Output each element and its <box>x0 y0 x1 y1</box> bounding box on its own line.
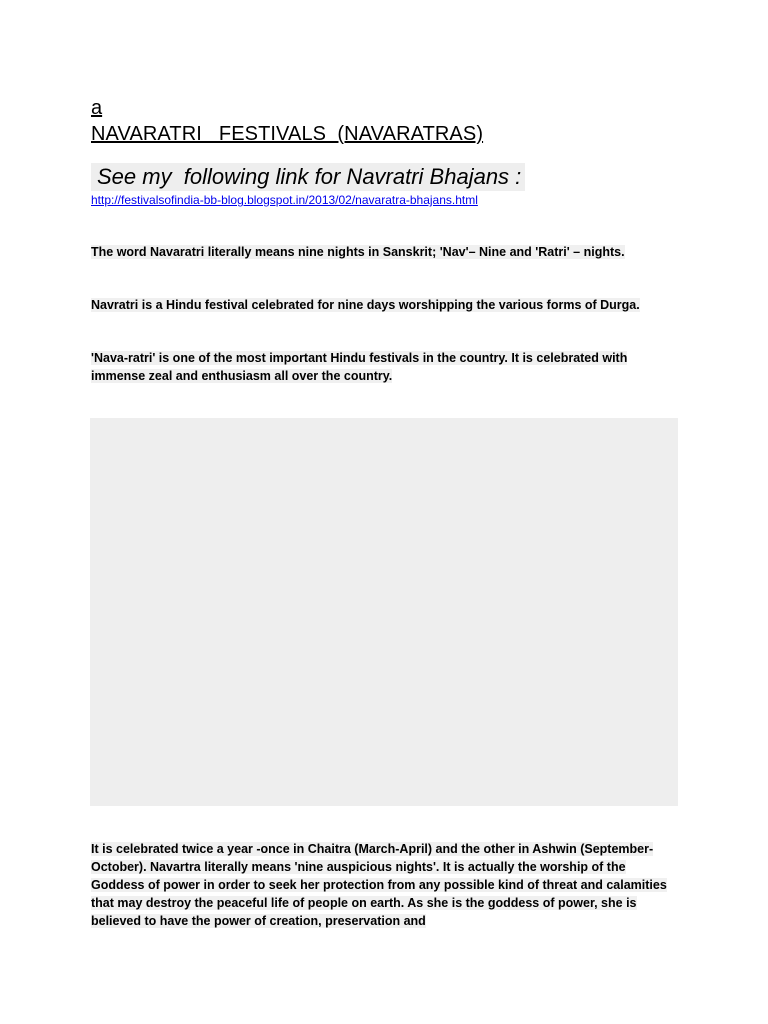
paragraph-3 <box>91 349 681 385</box>
paragraph-2 <box>91 296 681 314</box>
paragraph-4 <box>91 840 681 930</box>
bhajans-link[interactable]: http://festivalsofindia-bb-blog.blogspot.in/2013/02/navaratra-bhajans.html <box>91 193 478 207</box>
paragraph-1-text: The word Navaratri literally means nine nights in Sanskrit; 'Nav'– Nine and 'Ratri' – nights. <box>91 245 625 259</box>
subtitle-heading: See my following link for Navratri Bhajans : <box>91 163 525 191</box>
paragraph-3-text: 'Nava-ratri' is one of the most important Hindu festivals in the country. It is celebrated with immense zeal and enthusiasm all over the country. <box>91 351 628 383</box>
image-placeholder <box>90 418 678 806</box>
page-marker: a <box>91 97 103 119</box>
paragraph-2-text: Navratri is a Hindu festival celebrated for nine days worshipping the various forms of Durga. <box>91 298 640 312</box>
page-title: NAVARATRI FESTIVALS (NAVARATRAS) <box>91 123 484 145</box>
paragraph-1 <box>91 243 681 261</box>
paragraph-4-text: It is celebrated twice a year -once in Chaitra (March-April) and the other in Ashwin (September-October). Navartra literally means 'nine auspicious nights'. It is actually the worship of the Goddess of power in order to seek her protection from any possible kind of threat and calamities that may destroy the peaceful life of people on earth. As she is the goddess of power, she is believed to have the power of creation, preservation and <box>91 842 667 928</box>
